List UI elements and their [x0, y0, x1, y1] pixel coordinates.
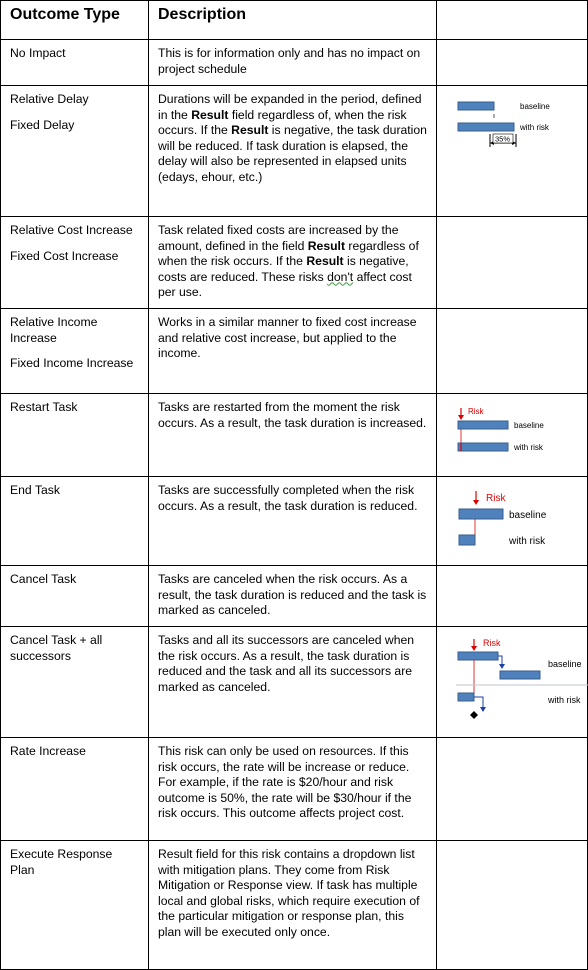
- outcome-type-cell: [1, 40, 149, 86]
- description-cell: Tasks are successfully completed when the risk occurs. As a result, the task duration is reduced.: [149, 477, 437, 566]
- baseline-successor-bar: [500, 671, 540, 679]
- desc-text: field regardless of, when the risk occurs. If the: [158, 107, 407, 137]
- baseline-label: baseline: [514, 421, 544, 430]
- outcome-type-cell: [1, 86, 149, 217]
- header-row: [1, 1, 588, 40]
- table-row: [1, 477, 588, 566]
- desc-text: is negative, the task duration will be reduced. If task duration is elapsed, the delay will also be represented in elapsed units (edays, ehour, etc.): [158, 123, 427, 184]
- table-row: [1, 566, 588, 627]
- cancel-successors-diagram: [446, 633, 588, 733]
- table-row: [1, 40, 588, 86]
- risk-arrowhead: [471, 646, 477, 651]
- desc-text: is negative, costs are reduced. These risks: [158, 254, 409, 284]
- risk-label: Risk: [468, 407, 484, 416]
- table-row: [1, 217, 588, 309]
- with-risk-bar: [458, 693, 474, 701]
- diagram-cell: [437, 627, 588, 738]
- header-diagram: [437, 1, 588, 40]
- outcome-type-label: Execute Response Plan: [10, 847, 113, 877]
- successor-arrowhead: [480, 707, 486, 712]
- table-row: [1, 738, 588, 841]
- spellcheck-word: don't: [327, 269, 354, 284]
- outcome-type-label: Cancel Task: [10, 572, 77, 586]
- table-row: [1, 841, 588, 970]
- baseline-task-bar: [458, 652, 498, 660]
- with-risk-label: with risk: [514, 443, 543, 452]
- result-keyword: Result: [231, 123, 269, 137]
- baseline-bar: [458, 102, 494, 110]
- outcome-type-cell: [1, 217, 149, 309]
- outcome-type-cell: [1, 841, 149, 970]
- desc-text: affect cost per use.: [158, 269, 412, 299]
- result-keyword: Result: [191, 107, 229, 122]
- baseline-label: baseline: [548, 659, 582, 669]
- diagram-cell: [437, 309, 588, 394]
- restart-diagram: [446, 400, 588, 472]
- desc-text: Task related fixed costs are increased by the amount, defined in the field: [158, 223, 399, 253]
- header-description: Description: [149, 1, 437, 40]
- with-risk-label: with risk: [509, 536, 546, 547]
- outcome-type-label: Relative Income Increase: [10, 315, 98, 345]
- outcome-type-cell: [1, 477, 149, 566]
- outcome-type-label: End Task: [10, 483, 60, 497]
- diagram-cell: [437, 738, 588, 841]
- risk-arrowhead: [473, 500, 479, 505]
- diagram-cell: [437, 86, 588, 217]
- with-risk-label: with risk: [520, 123, 549, 132]
- description-cell: This is for information only and has no impact on project schedule: [149, 40, 437, 86]
- diagram-cell: [437, 394, 588, 477]
- table-row: [1, 309, 588, 394]
- desc-text: Durations will be expanded in the period, defined in the: [158, 92, 422, 122]
- description-cell: Works in a similar manner to fixed cost increase and relative cost increase, but applied to the income.: [149, 309, 437, 394]
- table-row: [1, 627, 588, 738]
- outcome-type-label: Relative Cost Increase: [10, 223, 133, 237]
- outcome-type-label: Fixed Income Increase: [10, 356, 134, 370]
- outcome-type-cell: [1, 394, 149, 477]
- milestone-diamond-icon: [470, 711, 478, 719]
- description-cell: This risk can only be used on resources. If this risk occurs, the rate will be increase or reduce. For example, if the rate is $20/hour and risk outcome is 50%, the rate will be $30/hour if the risk occurs. This outcome affects project cost.: [149, 738, 437, 841]
- desc-text: regardless of when the risk occurs. If the: [158, 238, 419, 268]
- outcome-type-cell: [1, 309, 149, 394]
- diagram-cell: [437, 566, 588, 627]
- description-cell: [149, 217, 437, 309]
- with-risk-label: with risk: [548, 695, 581, 705]
- result-keyword: Result: [306, 254, 344, 268]
- outcome-type-label: No Impact: [10, 46, 66, 60]
- with-risk-bar: [458, 443, 508, 451]
- outcome-type-label: Restart Task: [10, 400, 78, 414]
- description-cell: Tasks are restarted from the moment the risk occurs. As a result, the task duration is increased.: [149, 394, 437, 477]
- outcome-type-cell: [1, 738, 149, 841]
- risk-label: Risk: [483, 638, 501, 648]
- baseline-label: baseline: [520, 102, 550, 111]
- diagram-cell: [437, 217, 588, 309]
- outcome-type-label: Fixed Cost Increase: [10, 248, 119, 263]
- description-cell: Result field for this risk contains a dropdown list with mitigation plans. They come from Risk Mitigation or Response view. If task has multiple local and global risks, which require execution of the particular mitigation or response plan, this plan will be executed only once.: [149, 841, 437, 970]
- end-task-diagram: [446, 483, 588, 561]
- diagram-cell: [437, 40, 588, 86]
- risk-arrowhead: [458, 415, 464, 420]
- table-row: [1, 86, 588, 217]
- result-keyword: Result: [307, 238, 345, 253]
- with-risk-bar: [459, 535, 475, 545]
- delay-percent: 35%: [495, 134, 511, 144]
- table-row: [1, 394, 588, 477]
- successor-arrowhead: [499, 664, 505, 669]
- delay-diagram: [446, 92, 588, 212]
- baseline-label: baseline: [509, 510, 547, 521]
- baseline-bar: [458, 421, 508, 429]
- header-outcome-type: Outcome Type: [1, 1, 149, 40]
- baseline-bar: [459, 509, 503, 519]
- outcome-type-label: Fixed Delay: [10, 117, 75, 132]
- outcome-type-label: Relative Delay: [10, 92, 89, 106]
- description-cell: Tasks are canceled when the risk occurs. As a result, the task duration is reduced and the task is marked as canceled.: [149, 566, 437, 627]
- outcome-type-label: Rate Increase: [10, 744, 86, 758]
- risk-label: Risk: [486, 493, 506, 504]
- description-cell: [149, 86, 437, 217]
- diagram-cell: [437, 841, 588, 970]
- outcome-type-cell: [1, 627, 149, 738]
- outcome-type-label: Cancel Task + all successors: [10, 633, 103, 663]
- with-risk-bar: [458, 123, 514, 131]
- outcome-type-cell: [1, 566, 149, 627]
- diagram-cell: [437, 477, 588, 566]
- description-cell: Tasks and all its successors are canceled when the risk occurs. As a result, the task duration is reduced and the task and all its successors are marked as canceled.: [149, 627, 437, 738]
